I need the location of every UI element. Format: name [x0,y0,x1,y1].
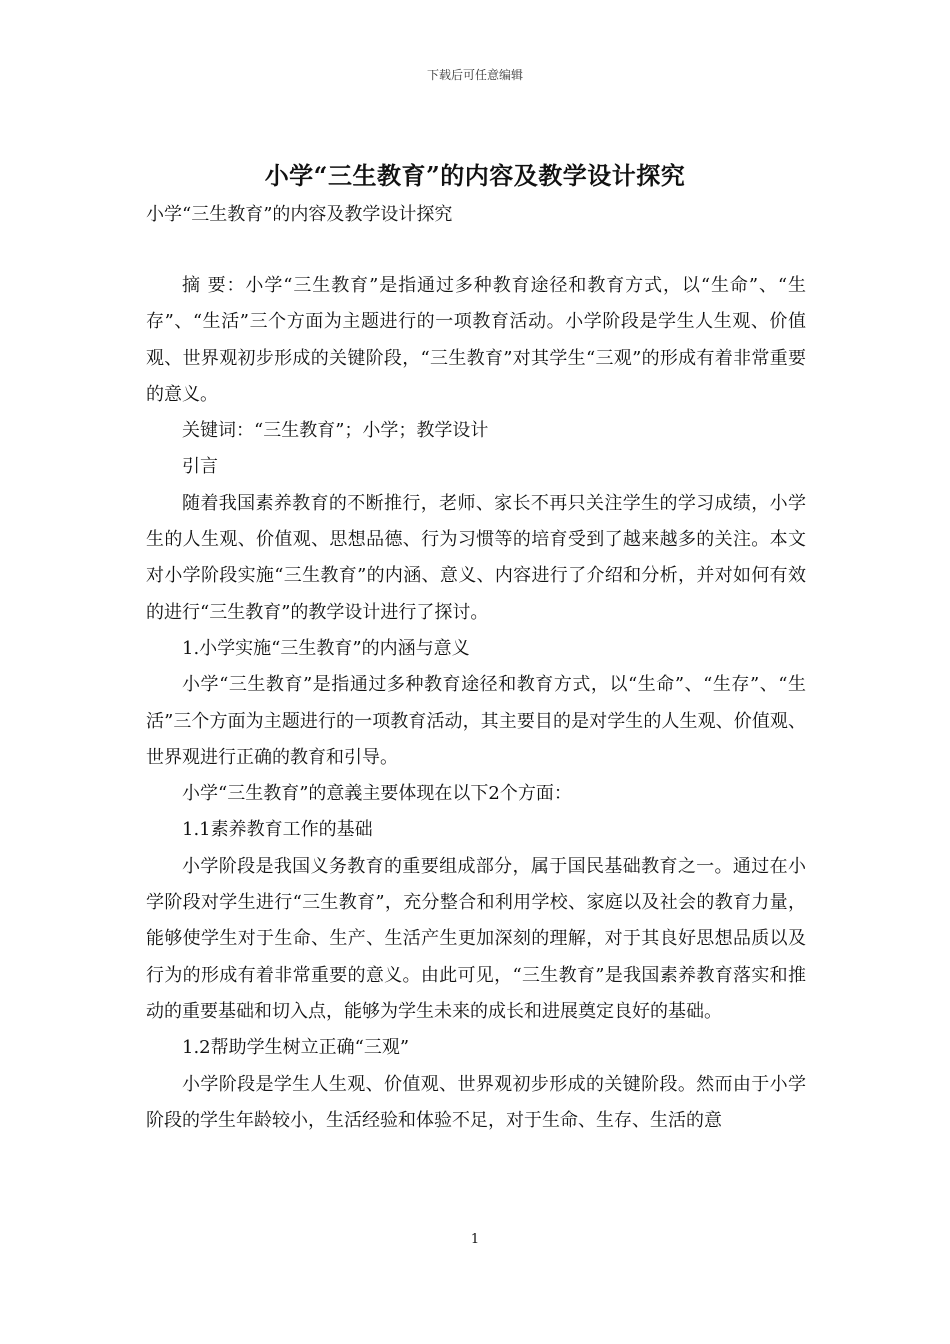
document-subtitle: 小学“三生教育”的内容及教学设计探究 [146,204,453,225]
body-paragraph: 随着我国素养教育的不断推行，老师、家长不再只关注学生的学习成绩，小学生的人生观、价值观、思想品德、行为习惯等的培育受到了越来越多的关注。本文对小学阶段实施“三生教育”的内涵、意义、内容进行了介绍和分析，并对如何有效的进行“三生教育”的教学设计进行了探讨。 [146,492,806,623]
document-body [146,268,806,1139]
page-header-note: 下载后可任意编辑 [426,68,523,82]
document-title: 小学“三生教育”的内容及教学设计探究 [264,161,686,190]
body-paragraph: 小学“三生教育”是指通过多种教育途径和教育方式，以“生命”、“生存”、“生活”三个方面为主题进行的一项教育活动，其主要目的是对学生的人生观、价值观、世界观进行正确的教育和引导。 [146,674,806,768]
section-heading-1-1: 1.1素养教育工作的基础 [182,819,373,841]
section-heading-introduction: 引言 [182,456,218,478]
body-paragraph: 小学阶段是学生人生观、价值观、世界观初步形成的关键阶段。然而由于小学阶段的学生年龄较小，生活经验和体验不足，对于生命、生存、生活的意 [146,1073,806,1131]
body-paragraph: 小学“三生教育”的意義主要体现在以下2个方面： [182,783,572,805]
section-heading-1: 1.小学实施“三生教育”的内涵与意义 [182,637,470,659]
body-paragraph: 小学阶段是我国义务教育的重要组成部分，属于国民基础教育之一。通过在小学阶段对学生进行“三生教育”，充分整合和利用学校、家庭以及社会的教育力量，能够使学生对于生命、生产、生活产生更加深刻的理解，对于其良好思想品质以及行为的形成有着非常重要的意义。由此可见，“三生教育”是我国素养教育落实和推动的重要基础和切入点，能够为学生未来的成长和进展奠定良好的基础。 [146,855,806,1022]
section-heading-1-2: 1.2帮助学生树立正确“三观” [182,1037,410,1059]
page-number: 1 [470,1232,480,1247]
abstract-paragraph: 摘 要：小学“三生教育”是指通过多种教育途径和教育方式，以“生命”、“生存”、“生活”三个方面为主题进行的一项教育活动。小学阶段是学生人生观、价值观、世界观初步形成的关键阶段，“三生教育”对其学生“三观”的形成有着非常重要的意义。 [146,275,806,405]
keywords-line: 关键词：“三生教育”；小学；教学设计 [182,420,489,442]
